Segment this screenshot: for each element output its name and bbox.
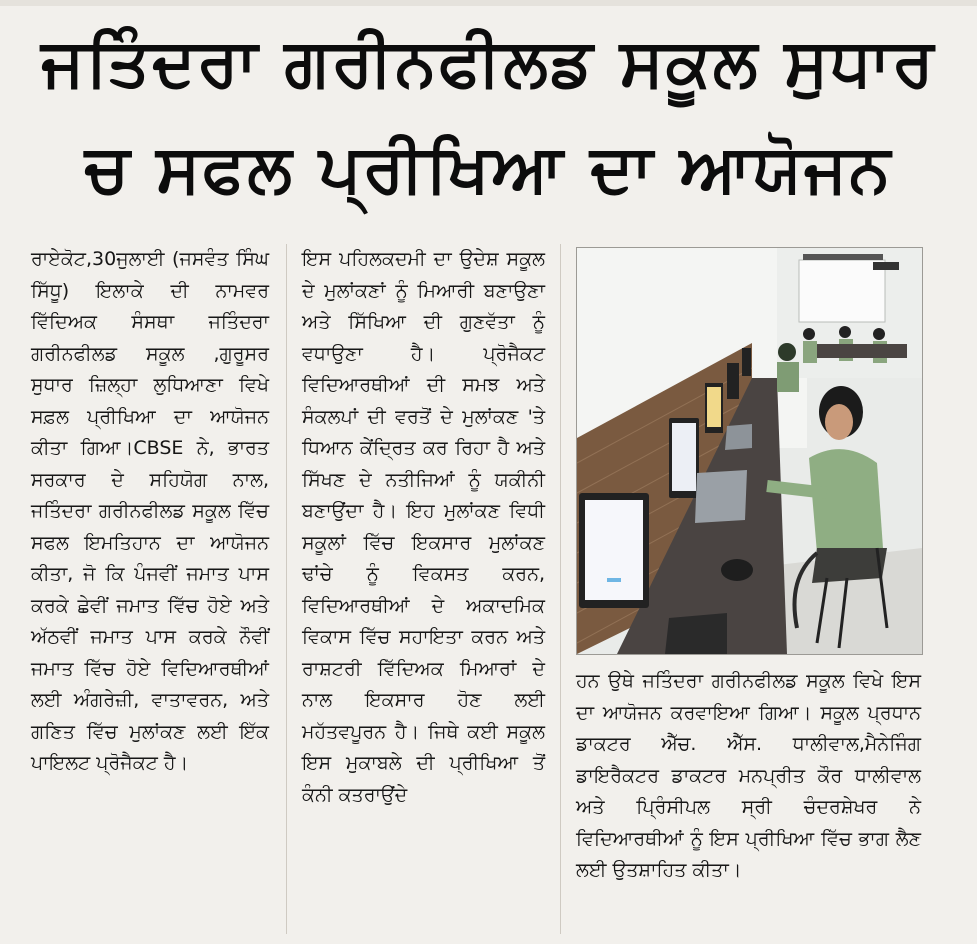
- article-column-1: [31, 244, 269, 780]
- page-top-strip: [0, 0, 977, 6]
- article-text-column-1: ਰਾਏਕੋਟ,30ਜੁਲਾਈ (ਜਸਵੰਤ ਸਿੰਘ ਸਿੱਧੂ) ਇਲਾਕੇ ਦੀ ਨਾਮਵਰ ਵਿੱਦਿਅਕ ਸੰਸਥਾ ਜਤਿੰਦਰਾ ਗਰੀਨਫੀਲਡ ਸਕੂਲ ,ਗੁਰੂਸਰ ਸੁਧਾਰ ਜ਼ਿਲ੍ਹਾ ਲੁਧਿਆਣਾ ਵਿਖੇ ਸਫ਼ਲ ਪ੍ਰੀਖਿਆ ਦਾ ਆਯੋਜਨ ਕੀਤਾ ਗਿਆ।CBSE ਨੇ, ਭਾਰਤ ਸਰਕਾਰ ਦੇ ਸਹਿਯੋਗ ਨਾਲ, ਜਤਿੰਦਰਾ ਗਰੀਨਫੀਲਡ ਸਕੂਲ ਵਿੱਚ ਸਫਲ ਇਮਤਿਹਾਨ ਦਾ ਆਯੋਜਨ ਕੀਤਾ, ਜੋ ਕਿ ਪੰਜਵੀਂ ਜਮਾਤ ਪਾਸ ਕਰਕੇ ਛੇਵੀਂ ਜਮਾਤ ਵਿੱਚ ਹੋਏ ਅਤੇ ਅੱਠਵੀਂ ਜਮਾਤ ਪਾਸ ਕਰਕੇ ਨੌਵੀਂ ਜਮਾਤ ਵਿੱਚ ਹੋਏ ਵਿਦਿਆਰਥੀਆਂ ਲਈ ਅੰਗਰੇਜ਼ੀ, ਵਾਤਾਵਰਨ, ਅਤੇ ਗਣਿਤ ਵਿੱਚ ਮੁਲਾਂਕਣ ਲਈ ਇੱਕ ਪਾਇਲਟ ਪ੍ਰੋਜੈਕਟ ਹੈ।: [31, 248, 269, 774]
- computer-lab-photo: [576, 247, 923, 655]
- article-text-column-2: ਇਸ ਪਹਿਲਕਦਮੀ ਦਾ ਉਦੇਸ਼ ਸਕੂਲ ਦੇ ਮੁਲਾਂਕਣਾਂ ਨੂੰ ਮਿਆਰੀ ਬਣਾਉਣਾ ਅਤੇ ਸਿੱਖਿਆ ਦੀ ਗੁਣਵੱਤਾ ਨੂੰ ਵਧਾਉਣਾ ਹੈ। ਪ੍ਰੋਜੈਕਟ ਵਿਦਿਆਰਥੀਆਂ ਦੀ ਸਮਝ ਅਤੇ ਸੰਕਲਪਾਂ ਦੀ ਵਰਤੋਂ ਦੇ ਮੁਲਾਂਕਣ 'ਤੇ ਧਿਆਨ ਕੇਂਦ੍ਰਿਤ ਕਰ ਰਿਹਾ ਹੈ ਅਤੇ ਸਿੱਖਣ ਦੇ ਨਤੀਜਿਆਂ ਨੂੰ ਯਕੀਨੀ ਬਣਾਉਂਦਾ ਹੈ। ਇਹ ਮੁਲਾਂਕਣ ਵਿਧੀ ਸਕੂਲਾਂ ਵਿੱਚ ਇਕਸਾਰ ਮੁਲਾਂਕਣ ਢਾਂਚੇ ਨੂੰ ਵਿਕਸਤ ਕਰਨ, ਵਿਦਿਆਰਥੀਆਂ ਦੇ ਅਕਾਦਮਿਕ ਵਿਕਾਸ ਵਿੱਚ ਸਹਾਇਤਾ ਕਰਨ ਅਤੇ ਰਾਸ਼ਟਰੀ ਵਿੱਦਿਅਕ ਮਿਆਰਾਂ ਦੇ ਨਾਲ ਇਕਸਾਰ ਹੋਣ ਲਈ ਮਹੱਤਵਪੂਰਨ ਹੈ। ਜਿਥੇ ਕਈ ਸਕੂਲ ਇਸ ਮੁਕਾਬਲੇ ਦੀ ਪ੍ਰੀਖਿਆ ਤੋਂ ਕੰਨੀ ਕਤਰਾਉਂਦੇ: [302, 248, 545, 806]
- column-divider: [560, 244, 561, 934]
- headline-line-2: ਚ ਸਫਲ ਪ੍ਰੀਖਿਆ ਦਾ ਆਯੋਜਨ: [84, 130, 893, 207]
- article-column-3: [576, 666, 921, 887]
- computer-lab-illustration: [577, 248, 922, 654]
- column-divider: [286, 244, 287, 934]
- article-text-column-3: ਹਨ ਉਥੇ ਜਤਿੰਦਰਾ ਗਰੀਨਫੀਲਡ ਸਕੂਲ ਵਿਖੇ ਇਸ ਦਾ ਆਯੋਜਨ ਕਰਵਾਇਆ ਗਿਆ। ਸਕੂਲ ਪ੍ਰਧਾਨ ਡਾਕਟਰ ਐੱਚ. ਐੱਸ. ਧਾਲੀਵਾਲ,ਮੈਨੇਜਿੰਗ ਡਾਇਰੈਕਟਰ ਡਾਕਟਰ ਮਨਪ੍ਰੀਤ ਕੌਰ ਧਾਲੀਵਾਲ ਅਤੇ ਪ੍ਰਿੰਸੀਪਲ ਸ੍ਰੀ ਚੰਦਰਸ਼ੇਖਰ ਨੇ ਵਿਦਿਆਰਥੀਆਂ ਨੂੰ ਇਸ ਪ੍ਰੀਖਿਆ ਵਿੱਚ ਭਾਗ ਲੈਣ ਲਈ ਉਤਸ਼ਾਹਿਤ ਕੀਤਾ।: [576, 670, 921, 881]
- headline-line-1: ਜਤਿੰਦਰਾ ਗਰੀਨਫੀਲਡ ਸਕੂਲ ਸੁਧਾਰ: [41, 24, 936, 101]
- article-column-2: [302, 244, 545, 811]
